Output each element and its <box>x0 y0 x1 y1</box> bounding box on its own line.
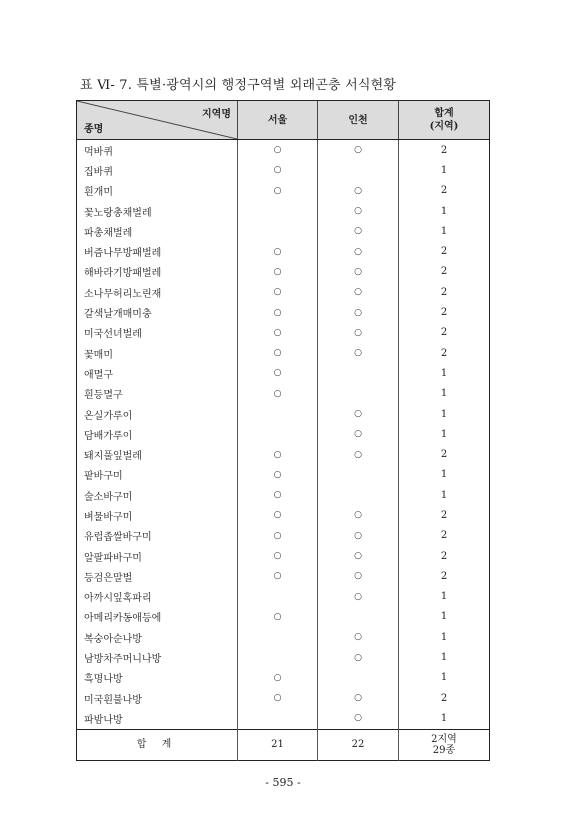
species-name-cell: 알팔파바구미 <box>84 552 142 564</box>
header-total-line2: (지역) <box>429 121 459 132</box>
incheon-cell: ○ <box>318 587 399 607</box>
species-name-cell: 등검은말벌 <box>84 572 133 584</box>
header-total-line1: 합계 <box>434 108 454 119</box>
table-row <box>77 221 490 241</box>
total-cell: 1 <box>399 363 490 383</box>
total-cell: 2 <box>399 323 490 343</box>
seoul-cell: ○ <box>238 607 318 627</box>
table-header-row <box>77 101 490 140</box>
total-cell: 2 <box>399 505 490 525</box>
species-name-cell: 팥바구미 <box>84 471 123 483</box>
seoul-cell: ○ <box>238 302 318 322</box>
total-cell: 1 <box>399 201 490 221</box>
table-row <box>77 485 490 505</box>
incheon-cell: ○ <box>318 505 399 525</box>
seoul-cell: ○ <box>238 546 318 566</box>
incheon-cell: ○ <box>318 140 399 161</box>
table-row <box>77 546 490 566</box>
table-row <box>77 607 490 627</box>
total-cell: 1 <box>399 668 490 688</box>
species-name-cell: 갈색날개매미충 <box>84 309 152 321</box>
incheon-cell: ○ <box>318 627 399 647</box>
total-cell: 1 <box>399 708 490 729</box>
total-cell: 1 <box>399 485 490 505</box>
seoul-cell: ○ <box>238 241 318 261</box>
seoul-cell: ○ <box>238 526 318 546</box>
incheon-cell: ○ <box>318 201 399 221</box>
species-name-cell: 온실가루이 <box>84 410 133 422</box>
species-name-cell: 돼지풀잎벌레 <box>84 451 142 463</box>
species-name-cell: 애멸구 <box>84 369 113 381</box>
incheon-cell: ○ <box>318 181 399 201</box>
species-name-cell: 미국선녀벌레 <box>84 329 142 341</box>
total-cell: 1 <box>399 221 490 241</box>
total-cell: 2 <box>399 546 490 566</box>
table-row <box>77 668 490 688</box>
incheon-cell <box>318 607 399 627</box>
footer-total <box>399 729 490 760</box>
total-cell: 2 <box>399 444 490 464</box>
incheon-cell: ○ <box>318 262 399 282</box>
header-total <box>399 101 490 140</box>
table-row <box>77 647 490 667</box>
seoul-cell: ○ <box>238 668 318 688</box>
total-cell: 2 <box>399 302 490 322</box>
species-name-cell: 꽃매미 <box>84 349 113 361</box>
species-name-cell: 유럽좁쌀바구미 <box>84 532 152 544</box>
footer-label: 합 계 <box>77 729 238 760</box>
table-row <box>77 424 490 444</box>
species-name-cell: 해바라기방패벌레 <box>84 268 162 280</box>
header-corner-cell <box>77 101 238 140</box>
species-name-cell: 담배가루이 <box>84 430 133 442</box>
seoul-cell: ○ <box>238 566 318 586</box>
total-cell: 2 <box>399 282 490 302</box>
incheon-cell: ○ <box>318 323 399 343</box>
species-name-cell: 흰등멸구 <box>84 390 123 402</box>
table-row <box>77 384 490 404</box>
table-row <box>77 343 490 363</box>
total-cell: 2 <box>399 262 490 282</box>
incheon-cell <box>318 485 399 505</box>
footer-seoul: 21 <box>238 729 318 760</box>
seoul-cell: ○ <box>238 282 318 302</box>
incheon-cell: ○ <box>318 688 399 708</box>
table-row <box>77 505 490 525</box>
species-name-cell: 흰개미 <box>84 187 113 199</box>
total-cell: 2 <box>399 181 490 201</box>
seoul-cell <box>238 201 318 221</box>
table-row <box>77 302 490 322</box>
footer-total-line2: 29종 <box>432 744 456 756</box>
seoul-cell: ○ <box>238 160 318 180</box>
incheon-cell: ○ <box>318 282 399 302</box>
seoul-cell: ○ <box>238 384 318 404</box>
species-name-cell: 파밤나방 <box>84 714 123 726</box>
header-incheon: 인천 <box>318 101 399 140</box>
species-name-cell: 아메리카동애등에 <box>84 613 162 625</box>
total-cell: 2 <box>399 343 490 363</box>
table-row <box>77 566 490 586</box>
seoul-cell <box>238 627 318 647</box>
table-row <box>77 363 490 383</box>
table-row <box>77 444 490 464</box>
table-row <box>77 282 490 302</box>
header-seoul: 서울 <box>238 101 318 140</box>
table-row <box>77 160 490 180</box>
seoul-cell <box>238 424 318 444</box>
table-row <box>77 323 490 343</box>
total-cell: 2 <box>399 140 490 161</box>
table-row <box>77 201 490 221</box>
total-cell: 2 <box>399 241 490 261</box>
seoul-cell <box>238 404 318 424</box>
incheon-cell <box>318 465 399 485</box>
species-name-cell: 꽃노랑총채벌레 <box>84 207 152 219</box>
total-cell: 1 <box>399 647 490 667</box>
species-name-cell: 파총채벌레 <box>84 227 133 239</box>
incheon-cell: ○ <box>318 526 399 546</box>
table-row <box>77 526 490 546</box>
incheon-cell: ○ <box>318 241 399 261</box>
species-name-cell: 집바퀴 <box>84 166 113 178</box>
table-row <box>77 708 490 729</box>
table-row <box>77 140 490 161</box>
seoul-cell <box>238 221 318 241</box>
table-row <box>77 587 490 607</box>
footer-total-line1: 2지역 <box>431 733 457 745</box>
seoul-cell: ○ <box>238 465 318 485</box>
species-name-cell: 흑명나방 <box>84 674 123 686</box>
table-row <box>77 465 490 485</box>
table-caption: 표 Ⅵ- 7. 특별·광역시의 행정구역별 외래곤충 서식현황 <box>80 78 397 93</box>
incheon-cell: ○ <box>318 647 399 667</box>
incheon-cell: ○ <box>318 444 399 464</box>
total-cell: 2 <box>399 566 490 586</box>
seoul-cell <box>238 708 318 729</box>
species-name-cell: 남방차주머니나방 <box>84 654 162 666</box>
seoul-cell <box>238 647 318 667</box>
incheon-cell <box>318 160 399 180</box>
species-name-cell: 미국흰불나방 <box>84 694 142 706</box>
total-cell: 1 <box>399 607 490 627</box>
footer-incheon: 22 <box>318 729 399 760</box>
incheon-cell: ○ <box>318 708 399 729</box>
species-name-cell: 복숭아순나방 <box>84 633 142 645</box>
seoul-cell: ○ <box>238 363 318 383</box>
species-name-cell: 먹바퀴 <box>84 146 113 158</box>
incheon-cell <box>318 363 399 383</box>
incheon-cell: ○ <box>318 404 399 424</box>
total-cell: 1 <box>399 424 490 444</box>
table-row <box>77 241 490 261</box>
total-cell: 1 <box>399 465 490 485</box>
table-row <box>77 688 490 708</box>
seoul-cell: ○ <box>238 140 318 161</box>
table-body <box>77 140 490 730</box>
total-cell: 1 <box>399 627 490 647</box>
incheon-cell: ○ <box>318 546 399 566</box>
header-species-label: 종명 <box>84 124 104 135</box>
total-cell: 1 <box>399 384 490 404</box>
table-row <box>77 404 490 424</box>
incheon-cell <box>318 384 399 404</box>
seoul-cell: ○ <box>238 505 318 525</box>
total-cell: 1 <box>399 587 490 607</box>
total-cell: 1 <box>399 160 490 180</box>
seoul-cell: ○ <box>238 181 318 201</box>
seoul-cell: ○ <box>238 444 318 464</box>
species-region-table <box>76 100 490 761</box>
seoul-cell: ○ <box>238 262 318 282</box>
species-name-cell: 소나무허리노린재 <box>84 288 162 300</box>
species-name-cell: 벼물바구미 <box>84 511 133 523</box>
seoul-cell: ○ <box>238 343 318 363</box>
incheon-cell: ○ <box>318 343 399 363</box>
incheon-cell: ○ <box>318 424 399 444</box>
species-name-cell: 버즘나무방패벌레 <box>84 248 162 260</box>
seoul-cell: ○ <box>238 688 318 708</box>
page-number: - 595 - <box>265 776 301 789</box>
incheon-cell: ○ <box>318 302 399 322</box>
seoul-cell: ○ <box>238 323 318 343</box>
table-row <box>77 627 490 647</box>
incheon-cell: ○ <box>318 221 399 241</box>
seoul-cell <box>238 587 318 607</box>
table-row <box>77 262 490 282</box>
total-cell: 2 <box>399 688 490 708</box>
table-footer-row <box>77 729 490 760</box>
species-name-cell: 술소바구미 <box>84 491 133 503</box>
seoul-cell: ○ <box>238 485 318 505</box>
total-cell: 1 <box>399 404 490 424</box>
incheon-cell <box>318 668 399 688</box>
total-cell: 2 <box>399 526 490 546</box>
incheon-cell: ○ <box>318 566 399 586</box>
table-row <box>77 181 490 201</box>
species-name-cell: 아까시잎혹파리 <box>84 593 152 605</box>
header-region-label: 지역명 <box>202 109 231 120</box>
